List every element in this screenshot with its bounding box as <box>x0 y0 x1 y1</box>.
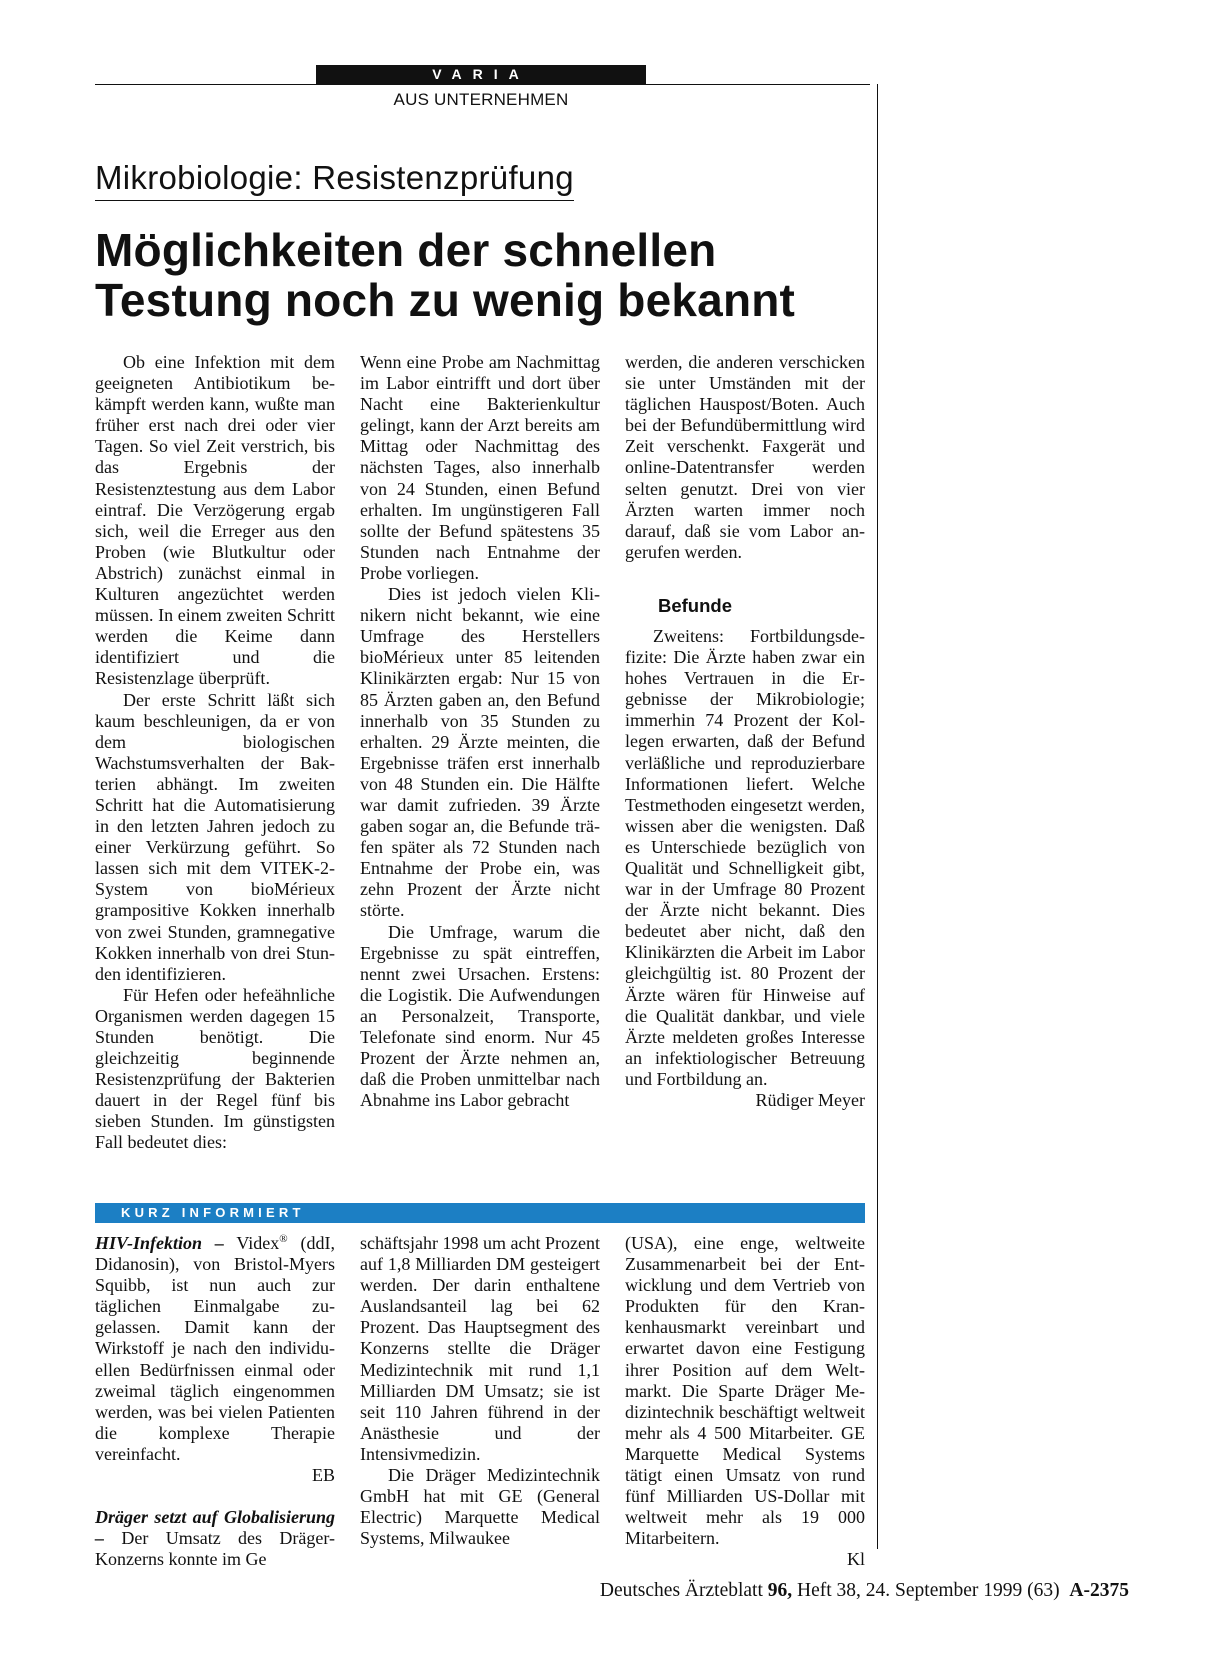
news-column-3 <box>625 1233 865 1571</box>
category-bar: VARIA <box>316 65 646 84</box>
paragraph: (USA), eine enge, weltweite Zusammenarbeit bei der Entwicklung und dem Vertrieb von Produkten für den Krankenhausmarkt vereinbart und erwartet davon eine Festigung ihrer Position auf dem Weltmarkt. Die Sparte Dräger Medizintechnik beschäftigt weltweit mehr als 4 500 Mitarbeiter. GE Marquette Medical Systems tätigt einen Umsatz von rund fünf Milliarden US-Dollar mit weltweit mehr als 19 000 Mitarbeitern. <box>625 1233 865 1549</box>
paragraph: Die Umfrage, warum die Ergebnisse zu spät eintreffen, nennt zwei Ursachen. Erstens: die Logistik. Die Aufwendungen an Personalzeit, Transporte, Telefonate sind enorm. Nur 45 Prozent der Ärzte nehmen an, daß die Proben unmittelbar nach Abnahme ins Labor gebracht <box>360 921 600 1111</box>
paragraph: Zweitens: Fortbildungsdefizite: Die Ärzte haben zwar ein hohes Vertrauen in die Ergebnisse der Mikrobiologie; immerhin 74 Prozent der Kollegen erwarten, daß der Befund verläßliche und reproduzierbare Informationen liefert. Welche Testmethoden eingesetzt werden, wissen aber die wenigsten. Daß es Unterschiede bezüglich von Qualität und Schnelligkeit gibt, war in der Umfrage 80 Prozent der Ärzte nicht bekannt. Dies bedeutet aber nicht, daß den Klinikärzten die Arbeit im Labor gleichgültig ist. 80 Prozent der Ärzte wären für Hinweise auf die Qualität dankbar, und viele Ärzte meldeten großes Interesse an infektiologischer Betreuung und Fortbildung an. <box>625 625 865 1089</box>
news-item-draeger <box>95 1507 335 1570</box>
headline-line-1: Möglichkeiten der schnellen <box>95 224 717 276</box>
news-item-hiv <box>95 1233 335 1465</box>
paragraph: Ob eine Infektion mit dem geeigneten Antibiotikum bekämpft werden kann, wußte man früher erst nach drei oder vier Tagen. So viel Zeit verstrich, bis das Ergebnis der Resistenztestung aus dem Labor eintraf. Die Verzögerung ergab sich, weil die Erreger aus den Proben (wie Blutkultur oder Abstrich) zunächst einmal in Kulturen angezüchtet werden müssen. In einem zweiten Schritt werden die Keime dann identifiziert und die Resistenzlage überprüft. <box>95 352 335 689</box>
article-column-3 <box>625 352 865 1111</box>
news-item-lead: HIV-Infektion – <box>95 1233 224 1253</box>
column-rule <box>877 84 878 1549</box>
kurz-informiert-bar: KURZ INFORMIERT <box>95 1203 865 1223</box>
article-column-1 <box>95 352 335 1154</box>
article-column-2 <box>360 352 600 1111</box>
news-text: Der Umsatz des Dräger-Konzerns konnte im Ge <box>95 1528 335 1570</box>
brand-name: Videx <box>223 1233 280 1253</box>
paragraph: Für Hefen oder hefeähnliche Organismen werden dagegen 15 Stunden benötigt. Die gleichzeitig beginnende Resistenzprüfung der Bakterien dauert in der Regel fünf bis sieben Stunden. Im günstigsten Fall bedeutet dies: <box>95 984 335 1153</box>
article-kicker: Mikrobiologie: Resistenzprüfung <box>95 158 574 201</box>
subheading: Befunde <box>658 594 732 616</box>
header-rule <box>95 84 870 85</box>
paragraph: Der erste Schritt läßt sich kaum beschleunigen, da er von dem biologischen Wachstumsverhalten der Bakterien abhängt. Im zweiten Schritt hat die Automatisierung in den letzten Jahren jedoch zu einer Verkürzung geführt. So lassen sich mit dem VITEK-2-System von bioMérieux grampositive Kokken innerhalb von zwei Stunden, gramnegative Kokken innerhalb von drei Stunden identifizieren. <box>95 689 335 984</box>
paragraph: schäftsjahr 1998 um acht Prozent auf 1,8 Milliarden DM gesteigert werden. Der darin enthaltene Auslandsanteil lag bei 62 Prozent. Das Hauptsegment des Konzerns stellte die Dräger Medizintechnik mit rund 1,1 Milliarden DM Umsatz; sie ist seit 110 Jahren führend in der Anästhesie und der Intensivmedizin. <box>360 1233 600 1464</box>
issue-info: Heft 38, 24. September 1999 (63) <box>792 1580 1060 1601</box>
journal-name: Deutsches Ärzteblatt <box>599 1580 768 1601</box>
news-item-lead: Dräger setzt auf Globalisierung – <box>95 1507 335 1549</box>
paragraph: Die Dräger Medizintechnik GmbH hat mit GE (General Electric) Marquette Medical Systems, Milwaukee <box>360 1465 600 1549</box>
registered-mark: ® <box>279 1233 288 1245</box>
news-initials: Kl <box>847 1549 865 1570</box>
paragraph: Dies ist jedoch vielen Klinikern nicht bekannt, wie eine Umfrage des Herstellers bioMérieux unter 85 leitenden Klinikärzten ergab: Nur 15 von 85 Ärzten gaben an, den Befund innerhalb von 35 Stunden zu erhalten. 29 Ärzte meinten, die Ergebnisse träfen erst innerhalb von 48 Stunden ein. Die Hälfte war damit zufrieden. 39 Ärzte gaben sogar an, die Befunde träfen später als 72 Stunden nach Entnahme der Probe ein, was zehn Prozent der Ärzte nicht störte. <box>360 584 600 921</box>
page-footer <box>600 1580 1129 1602</box>
news-column-1 <box>95 1233 335 1570</box>
news-text: (ddI, Didanosin), von Bristol-Myers Squibb, ist nun auch zur täglichen Einmalgabe zugelassen. Damit kann der Wirkstoff je nach den individuellen Bedürfnissen einmal oder zweimal täglich eingenommen werden, was bei vielen Patienten die komplexe Therapie vereinfacht. <box>95 1233 335 1464</box>
news-initials: EB <box>311 1465 335 1486</box>
news-column-2 <box>360 1233 600 1549</box>
paragraph: werden, die anderen verschicken sie unter Umständen mit der täglichen Hauspost/Boten. Auch bei der Befundübermittlung wird Zeit verschenkt. Faxgerät und online-Datentransfer werden selten genutzt. Drei von vier Ärzten warten immer noch darauf, daß sie vom Labor angerufen werden. <box>625 352 865 562</box>
volume-number: 96, <box>767 1580 793 1601</box>
section-label: AUS UNTERNEHMEN <box>393 90 569 109</box>
author-byline: Rüdiger Meyer <box>755 1090 865 1110</box>
article-headline <box>95 225 875 325</box>
headline-line-2: Testung noch zu wenig bekannt <box>95 274 796 326</box>
page-number: A-2375 <box>1069 1580 1129 1601</box>
paragraph: Wenn eine Probe am Nachmittag im Labor eintrifft und dort über Nacht eine Bakterienkultur gelingt, kann der Arzt bereits am Mittag oder Nachmittag des nächsten Tages, also innerhalb von 24 Stunden, einen Befund erhalten. Im ungünstigeren Fall sollte der Befund spätestens 35 Stunden nach Entnahme der Probe vorliegen. <box>360 352 600 583</box>
